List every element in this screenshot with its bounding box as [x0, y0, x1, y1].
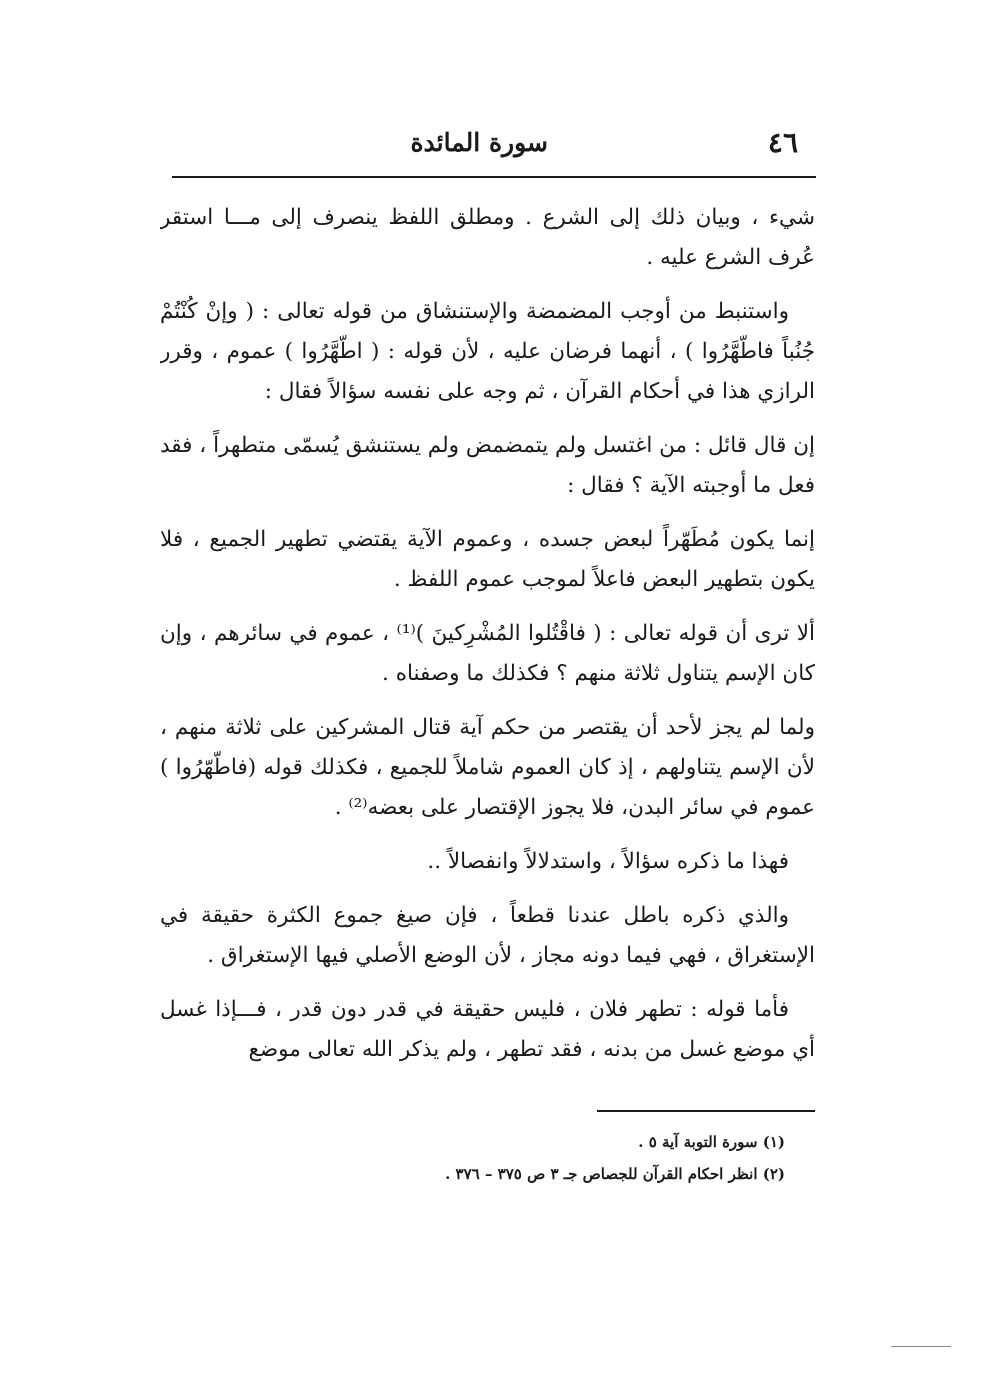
footnote-divider	[597, 1110, 815, 1112]
body-text	[160, 198, 815, 1098]
header-divider	[172, 176, 816, 178]
page-header	[172, 118, 816, 168]
paragraph: ولما لم يجز لأحد أن يقتصر من حكم آية قتال المشركين على ثلاثة منهم ، لأن الإسم يتناولهم ، إذ كان العموم شاملاً للجميع ، فكذلك قوله (فاطّهّرُوا ) عموم في سائر البدن، فلا يجوز الإقتصار على بعضه⁽²⁾ .	[160, 715, 815, 820]
paragraph: والذي ذكره باطل عندنا قطعاً ، فإن صيغ جموع الكثرة حقيقة في الإستغراق ، فهي فيما دونه مجاز ، لأن الوضع الأصلي فيها الإستغراق .	[160, 903, 815, 968]
running-title: سورة المائدة	[410, 128, 548, 157]
footnotes	[290, 1126, 785, 1190]
paragraph: إن قال قائل : من اغتسل ولم يتمضمض ولم يستنشق يُسمّى متطهراً ، فقد فعل ما أوجبته الآية ؟ فقال :	[160, 433, 815, 498]
footnote: (١) سورة التوبة آية ٥ .	[638, 1133, 785, 1151]
scan-artifact	[891, 1346, 951, 1347]
paragraph: واستنبط من أوجب المضمضة والإستنشاق من قوله تعالى : ( وإنْ كُنْتُمْ جُنُباً فاطّهَّرُوا ) ، أنهما فرضان عليه ، لأن قوله : ( اطّهَّرُوا ) عموم ، وقرر الرازي هذا في أحكام القرآن ، ثم وجه على نفسه سؤالاً فقال :	[160, 299, 815, 404]
page-number: ٤٦	[767, 126, 798, 159]
paragraph: إنما يكون مُطَهّراً لبعض جسده ، وعموم الآية يقتضي تطهير الجميع ، فلا يكون بتطهير البعض فاعلاً لموجب عموم اللفظ .	[160, 527, 815, 592]
paragraph: ألا ترى أن قوله تعالى : ( فاقْتُلوا المُشْرِكينَ )⁽¹⁾ ، عموم في سائرهم ، وإن كان الإسم يتناول ثلاثة منهم ؟ فكذلك ما وصفناه .	[160, 621, 815, 686]
paragraph: شيء ، وبيان ذلك إلى الشرع . ومطلق اللفظ ينصرف إلى مـــا استقر عُرف الشرع عليه .	[160, 205, 815, 270]
paragraph: فهذا ما ذكره سؤالاً ، واستدلالاً وانفصالاً ..	[427, 849, 789, 874]
footnote: (٢) انظر احكام القرآن للجصاص جـ ٣ ص ٣٧٥ – ٣٧٦ .	[445, 1165, 785, 1183]
paragraph: فأما قوله : تطهر فلان ، فليس حقيقة في قدر دون قدر ، فـــإذا غسل أي موضع غسل من بدنه ، فقد تطهر ، ولم يذكر الله تعالى موضع	[160, 997, 815, 1062]
